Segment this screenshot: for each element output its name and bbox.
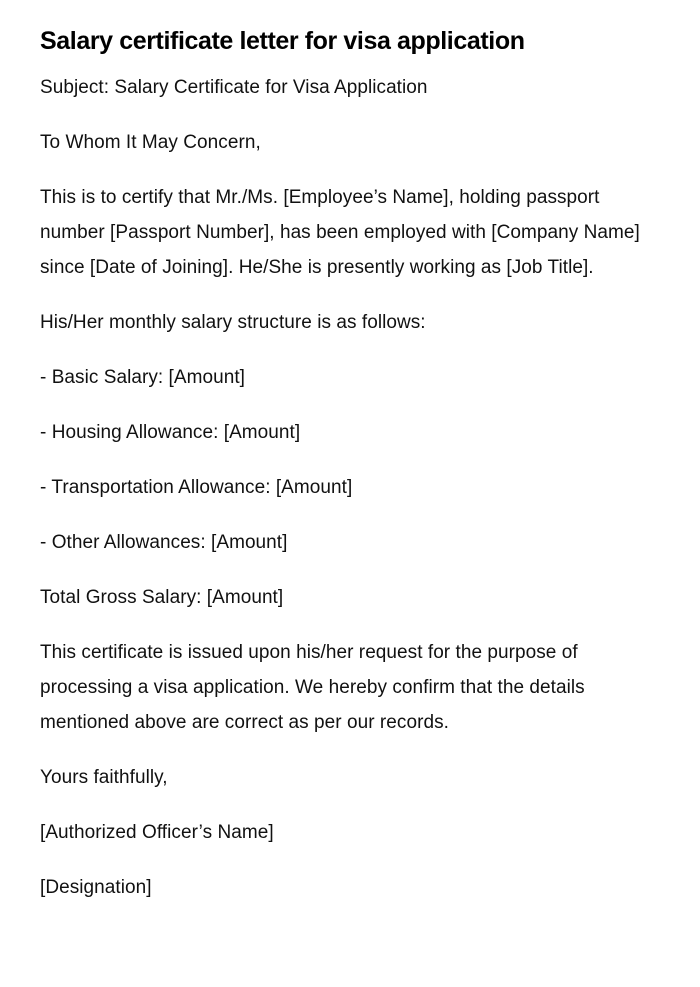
subject-line: Subject: Salary Certificate for Visa Application [40, 77, 428, 98]
salary-item-housing: - Housing Allowance: [Amount] [40, 422, 301, 443]
salary-item-other: - Other Allowances: [Amount] [40, 532, 288, 553]
signatory-designation: [Designation] [40, 877, 152, 898]
salary-item-basic: - Basic Salary: [Amount] [40, 367, 245, 388]
salary-heading: His/Her monthly salary structure is as follows: [40, 312, 426, 333]
signatory-name: [Authorized Officer’s Name] [40, 822, 274, 843]
purpose-paragraph: This certificate is issued upon his/her request for the purpose of processing a visa application. We hereby confirm that the details mentioned above are correct as per our records. [40, 642, 585, 733]
total-gross-salary: Total Gross Salary: [Amount] [40, 587, 284, 608]
intro-paragraph: This is to certify that Mr./Ms. [Employee’s Name], holding passport number [Passport Number], has been employed with [Company Name] since [Date of Joining]. He/She is presently working as [Job Title]. [40, 187, 640, 278]
salutation: To Whom It May Concern, [40, 132, 261, 153]
salary-item-transportation: - Transportation Allowance: [Amount] [40, 477, 353, 498]
closing: Yours faithfully, [40, 767, 168, 788]
document-title: Salary certificate letter for visa application [40, 27, 525, 55]
